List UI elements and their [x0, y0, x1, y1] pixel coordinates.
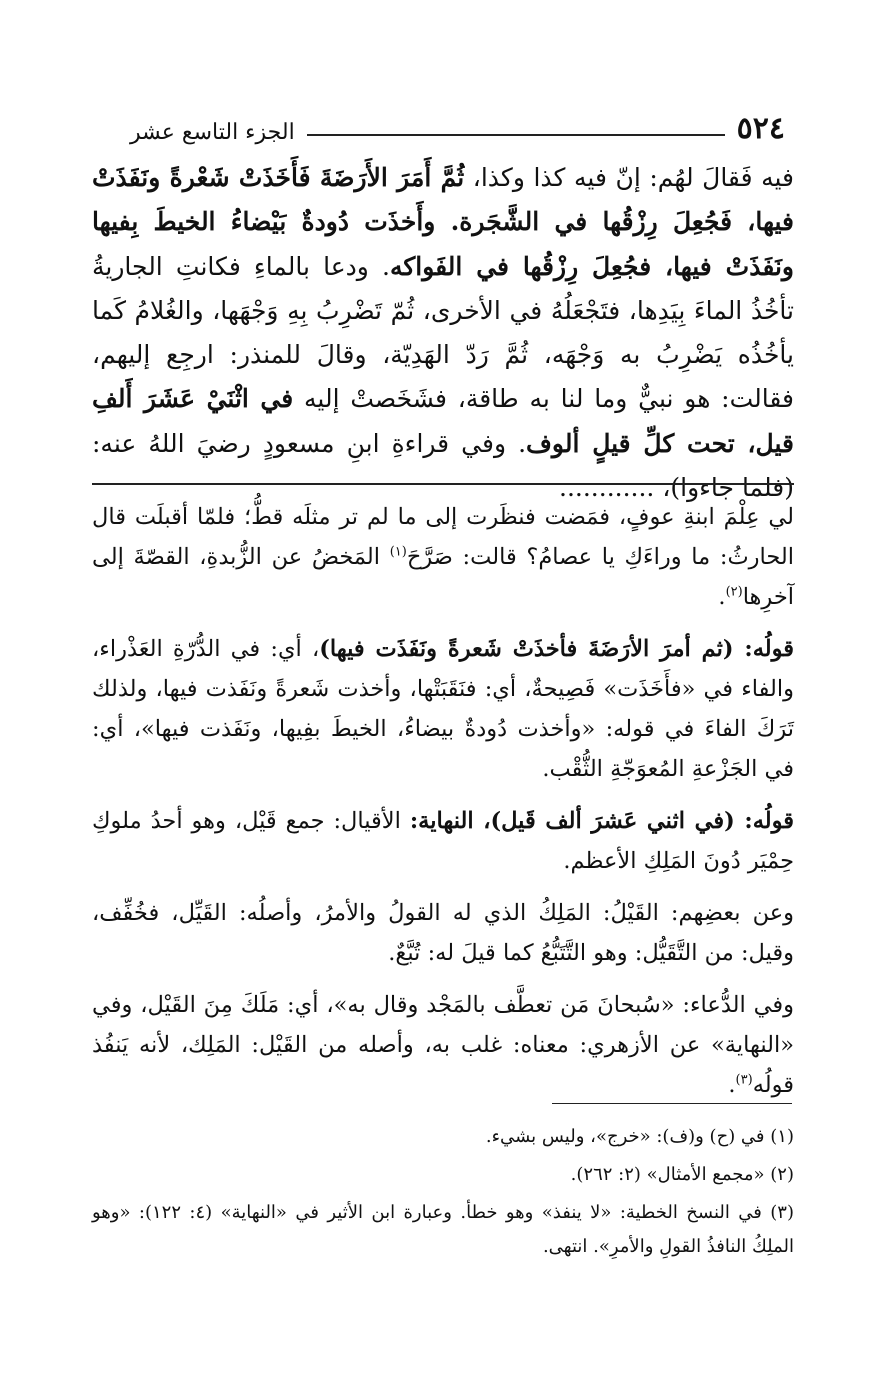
running-header — [130, 104, 785, 144]
commentary-text: الأقيال: جمع قَيْل، وهو أحدُ ملوكِ حِمْيَر دُونَ المَلِكِ الأعظم. — [92, 808, 794, 874]
page-number: ٥٢٤ — [736, 111, 785, 146]
footnote-ref: (٣) — [735, 1072, 753, 1088]
commentary — [92, 497, 794, 1117]
commentary-lemma: قولُه: (في اثني عَشرَ ألف قَيل)، النهاية: — [409, 808, 794, 834]
footnote: (٣) في النسخ الخطية: «لا ينفذ» وهو خطأ. وعبارة ابن الأثير في «النهاية» (٤: ١٢٢): «وهو الملِكُ النافذُ القولِ والأمرِ». انتهى. — [92, 1202, 794, 1257]
commentary-paragraph — [92, 893, 794, 973]
main-text-segment: . ودعا بالماءِ فكانتِ الجاريةُ تأخُذُ الماءَ بِيَدِها، فتَجْعَلُهُ في الأخرى، ثُمّ تَضْرِبُ بِهِ وَجْهَها، والغُلامُ كَما يأخُذُه يَضْرِبُ به وَجْهَه، ثُمَّ رَدّ الهَدِيّة، وقالَ للمنذر: ارجِع إليهم، فقالت: هو نبيٌّ وما لنا به طاقة، فشَخَصتْ إليه — [92, 251, 794, 414]
commentary-paragraph — [92, 985, 794, 1105]
commentary-text: ، أي: في الدُّرّةِ العَذْراء، والفاء في «فأَخَذَت» فَصِيحةٌ، أي: فنَقَبَتْها، وأخذت شَعرةً ونَفَذت فيها، ولذلك تَرَكَ الفاءَ في قوله: «وأخذت دُودةٌ بيضاءُ، الخيطَ بفِيها، ونَفَذت فيها»، أي: في الجَزْعةِ المُعوَجّةِ الثُّقْب. — [92, 636, 794, 782]
main-text — [92, 156, 794, 510]
main-text-segment: فيه فَقالَ لهُم: إنّ فيه كذا وكذا، — [464, 163, 795, 192]
commentary-text: . — [718, 584, 726, 610]
footnote: (١) في (ح) و(ف): «خرج»، وليس بشيء. — [485, 1126, 794, 1147]
header-rule — [307, 133, 725, 136]
commentary-paragraph — [92, 629, 794, 789]
footnote-divider — [552, 1103, 792, 1104]
commentary-text: . — [728, 1072, 736, 1098]
main-paragraph — [92, 156, 794, 510]
commentary-text: المَخضُ عن الزُّبدةِ، القصّةَ إلى آخرِها — [92, 544, 794, 610]
commentary-lemma: قولُه: (ثم أمرَ الأرَضَةَ فأخذَتْ شَعرةً ونَفَذَت فيها) — [319, 636, 794, 662]
footnote: (٢) «مجمع الأمثال» (٢: ٢٦٢). — [570, 1164, 794, 1185]
commentary-text: لي عِلْمَ ابنةِ عوفٍ، فمَضت فنظَرت إلى ما لم تر مثلَه قطُّ؛ فلمّا أقبلَت قال الحارثُ: ما وراءَكِ يا عصامُ؟ قالت: صَرَّحَ — [92, 504, 794, 570]
footnote-ref: (٢) — [725, 584, 743, 600]
commentary-text: وفي الدُّعاء: «سُبحانَ مَن تعطَّف بالمَجْد وقال به»، أي: مَلَكَ مِنَ القَيْل، وفي «النهاية» عن الأزهري: معناه: غلب به، وأصله من القَيْل: المَلِك، لأنه يَنفُذ قولُه — [92, 992, 794, 1098]
commentary-paragraph — [92, 801, 794, 881]
main-text-divider — [92, 483, 794, 485]
commentary-text: وعن بعضِهم: القَيْلُ: المَلِكُ الذي له القولُ والأمرُ، وأصلُه: القَيِّل، فخُفِّف، وقيل: من التَّقَيُّل: وهو التَّتَبُّعُ كما قيلَ له: تُبَّعٌ. — [92, 900, 794, 966]
quran-quote: ثُمَّ أَمَرَ الأَرَضَةَ فَأَخَذَتْ شَعْرةً ونَفَذَتْ فيها، فَجُعِلَ رِزْقُها في الشَّجَرة. وأَخذَت دُودةٌ بَيْضاءُ الخيطَ بِفيها ونَفَذَتْ فيها، فجُعِلَ رِزْقُها في الفَواكه — [92, 163, 794, 281]
part-title: الجزء التاسع عشر — [130, 120, 295, 145]
footnotes — [92, 1120, 794, 1268]
quran-quote: في اثْنَيْ عَشَرَ أَلفِ قيل، تحت كلِّ قيلٍ ألوف — [92, 384, 794, 458]
commentary-paragraph — [92, 497, 794, 617]
main-text-segment: . وفي قراءةِ ابنِ مسعودٍ رضيَ اللهُ عنه: (فلما جاءوا)، ............ — [92, 428, 794, 503]
footnote-ref: (١) — [389, 544, 407, 560]
